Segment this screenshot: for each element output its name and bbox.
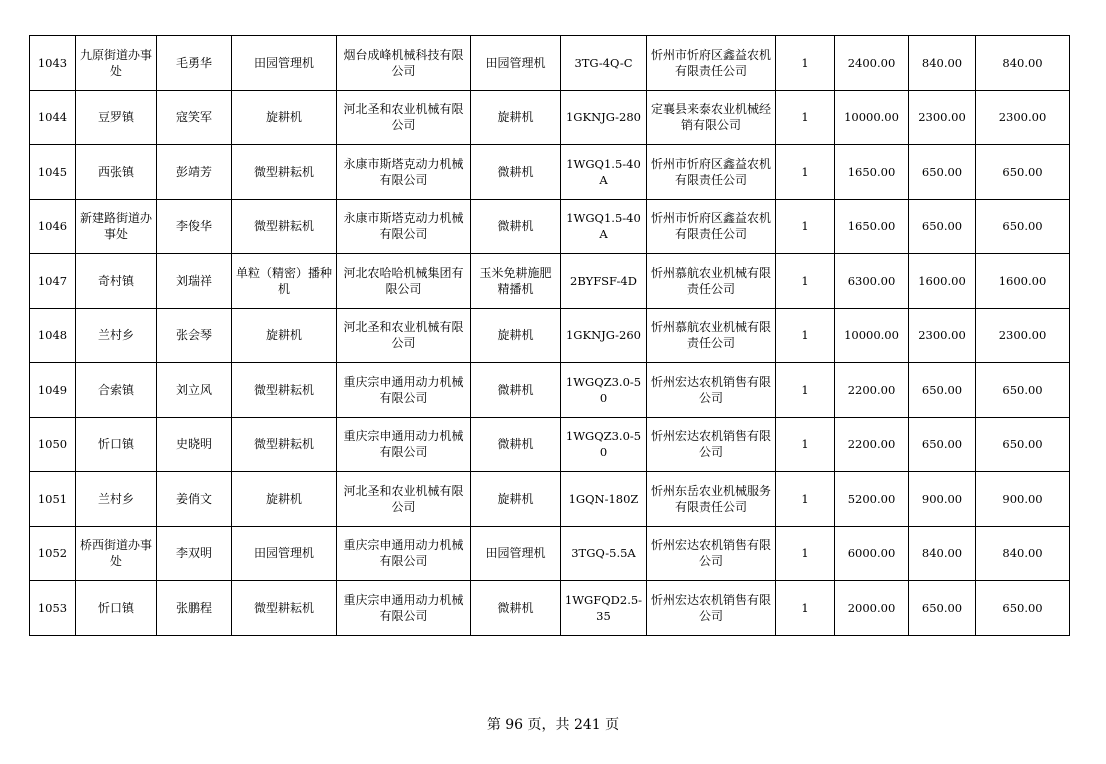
buyer-name-cell: 史晓明 [157,417,232,472]
quantity-cell: 1 [776,36,835,91]
table-row [30,308,1070,363]
manufacturer-cell: 河北圣和农业机械有限公司 [337,308,471,363]
town-cell: 忻口镇 [76,581,157,636]
total-subsidy-cell: 900.00 [976,472,1070,527]
table-body [30,36,1070,636]
table-row [30,417,1070,472]
total-subsidy-cell: 1600.00 [976,254,1070,309]
town-cell: 兰村乡 [76,472,157,527]
buyer-name-cell: 毛勇华 [157,36,232,91]
product-name-cell: 微耕机 [471,145,561,200]
record-id-cell: 1049 [30,363,76,418]
model-cell: 1GQN-180Z [561,472,647,527]
manufacturer-cell: 永康市斯塔克动力机械有限公司 [337,199,471,254]
page-footer: 第 96 页，共 241 页 [486,717,620,733]
table-row [30,36,1070,91]
model-cell: 3TG-4Q-C [561,36,647,91]
total-subsidy-cell: 650.00 [976,363,1070,418]
buyer-name-cell: 张鹏程 [157,581,232,636]
record-id-cell: 1051 [30,472,76,527]
table-row [30,90,1070,145]
machine-category-cell: 旋耕机 [232,90,337,145]
product-name-cell: 旋耕机 [471,308,561,363]
machine-category-cell: 单粒（精密）播种机 [232,254,337,309]
quantity-cell: 1 [776,526,835,581]
product-name-cell: 微耕机 [471,363,561,418]
product-name-cell: 微耕机 [471,199,561,254]
subsidy-cell: 650.00 [909,581,976,636]
quantity-cell: 1 [776,417,835,472]
quantity-cell: 1 [776,308,835,363]
machine-category-cell: 微型耕耘机 [232,417,337,472]
subsidy-cell: 650.00 [909,199,976,254]
town-cell: 西张镇 [76,145,157,200]
machine-category-cell: 田园管理机 [232,36,337,91]
model-cell: 1WGQ1.5-40A [561,199,647,254]
price-cell: 6000.00 [835,526,909,581]
buyer-name-cell: 刘瑞祥 [157,254,232,309]
machine-category-cell: 田园管理机 [232,526,337,581]
price-cell: 2400.00 [835,36,909,91]
buyer-name-cell: 李双明 [157,526,232,581]
price-cell: 1650.00 [835,145,909,200]
buyer-name-cell: 张会琴 [157,308,232,363]
price-cell: 10000.00 [835,90,909,145]
record-id-cell: 1043 [30,36,76,91]
machine-category-cell: 微型耕耘机 [232,145,337,200]
record-id-cell: 1050 [30,417,76,472]
model-cell: 2BYFSF-4D [561,254,647,309]
dealer-cell: 忻州宏达农机销售有限公司 [647,526,776,581]
machine-category-cell: 微型耕耘机 [232,199,337,254]
model-cell: 1GKNJG-280 [561,90,647,145]
product-name-cell: 田园管理机 [471,36,561,91]
machine-category-cell: 旋耕机 [232,472,337,527]
buyer-name-cell: 刘立风 [157,363,232,418]
machine-category-cell: 微型耕耘机 [232,581,337,636]
dealer-cell: 忻州市忻府区鑫益农机有限责任公司 [647,199,776,254]
dealer-cell: 忻州市忻府区鑫益农机有限责任公司 [647,145,776,200]
dealer-cell: 忻州慕航农业机械有限责任公司 [647,308,776,363]
table-row [30,363,1070,418]
table-row [30,472,1070,527]
buyer-name-cell: 寇笑军 [157,90,232,145]
model-cell: 3TGQ-5.5A [561,526,647,581]
subsidy-cell: 2300.00 [909,308,976,363]
manufacturer-cell: 重庆宗申通用动力机械有限公司 [337,417,471,472]
model-cell: 1WGQZ3.0-50 [561,417,647,472]
table-row [30,526,1070,581]
price-cell: 5200.00 [835,472,909,527]
price-cell: 2200.00 [835,363,909,418]
total-subsidy-cell: 2300.00 [976,90,1070,145]
model-cell: 1GKNJG-260 [561,308,647,363]
manufacturer-cell: 永康市斯塔克动力机械有限公司 [337,145,471,200]
manufacturer-cell: 河北农哈哈机械集团有限公司 [337,254,471,309]
table-row [30,254,1070,309]
manufacturer-cell: 重庆宗申通用动力机械有限公司 [337,526,471,581]
buyer-name-cell: 姜俏文 [157,472,232,527]
table-row [30,199,1070,254]
price-cell: 6300.00 [835,254,909,309]
price-cell: 2000.00 [835,581,909,636]
price-cell: 2200.00 [835,417,909,472]
quantity-cell: 1 [776,90,835,145]
buyer-name-cell: 李俊华 [157,199,232,254]
total-subsidy-cell: 650.00 [976,145,1070,200]
model-cell: 1WGQZ3.0-50 [561,363,647,418]
subsidy-cell: 1600.00 [909,254,976,309]
dealer-cell: 忻州东岳农业机械服务有限责任公司 [647,472,776,527]
quantity-cell: 1 [776,199,835,254]
buyer-name-cell: 彭靖芳 [157,145,232,200]
product-name-cell: 玉米免耕施肥精播机 [471,254,561,309]
subsidy-cell: 650.00 [909,363,976,418]
product-name-cell: 田园管理机 [471,526,561,581]
dealer-cell: 忻州宏达农机销售有限公司 [647,581,776,636]
town-cell: 奇村镇 [76,254,157,309]
record-id-cell: 1053 [30,581,76,636]
town-cell: 兰村乡 [76,308,157,363]
subsidy-table [29,35,1070,636]
dealer-cell: 定襄县来泰农业机械经销有限公司 [647,90,776,145]
dealer-cell: 忻州宏达农机销售有限公司 [647,363,776,418]
record-id-cell: 1052 [30,526,76,581]
quantity-cell: 1 [776,145,835,200]
product-name-cell: 旋耕机 [471,90,561,145]
product-name-cell: 旋耕机 [471,472,561,527]
quantity-cell: 1 [776,254,835,309]
price-cell: 10000.00 [835,308,909,363]
town-cell: 合索镇 [76,363,157,418]
quantity-cell: 1 [776,581,835,636]
manufacturer-cell: 烟台成峰机械科技有限公司 [337,36,471,91]
record-id-cell: 1044 [30,90,76,145]
dealer-cell: 忻州市忻府区鑫益农机有限责任公司 [647,36,776,91]
town-cell: 九原街道办事处 [76,36,157,91]
machine-category-cell: 微型耕耘机 [232,363,337,418]
record-id-cell: 1048 [30,308,76,363]
total-subsidy-cell: 650.00 [976,417,1070,472]
town-cell: 新建路街道办事处 [76,199,157,254]
subsidy-cell: 650.00 [909,145,976,200]
table-row [30,145,1070,200]
manufacturer-cell: 重庆宗申通用动力机械有限公司 [337,363,471,418]
manufacturer-cell: 河北圣和农业机械有限公司 [337,90,471,145]
record-id-cell: 1047 [30,254,76,309]
town-cell: 豆罗镇 [76,90,157,145]
record-id-cell: 1046 [30,199,76,254]
subsidy-cell: 900.00 [909,472,976,527]
manufacturer-cell: 河北圣和农业机械有限公司 [337,472,471,527]
town-cell: 桥西街道办事处 [76,526,157,581]
model-cell: 1WGFQD2.5-35 [561,581,647,636]
quantity-cell: 1 [776,472,835,527]
subsidy-cell: 650.00 [909,417,976,472]
town-cell: 忻口镇 [76,417,157,472]
subsidy-cell: 2300.00 [909,90,976,145]
manufacturer-cell: 重庆宗申通用动力机械有限公司 [337,581,471,636]
total-subsidy-cell: 2300.00 [976,308,1070,363]
dealer-cell: 忻州宏达农机销售有限公司 [647,417,776,472]
total-subsidy-cell: 650.00 [976,199,1070,254]
record-id-cell: 1045 [30,145,76,200]
quantity-cell: 1 [776,363,835,418]
product-name-cell: 微耕机 [471,581,561,636]
model-cell: 1WGQ1.5-40A [561,145,647,200]
machine-category-cell: 旋耕机 [232,308,337,363]
table-row [30,581,1070,636]
total-subsidy-cell: 840.00 [976,526,1070,581]
price-cell: 1650.00 [835,199,909,254]
dealer-cell: 忻州慕航农业机械有限责任公司 [647,254,776,309]
product-name-cell: 微耕机 [471,417,561,472]
total-subsidy-cell: 840.00 [976,36,1070,91]
subsidy-cell: 840.00 [909,36,976,91]
total-subsidy-cell: 650.00 [976,581,1070,636]
subsidy-cell: 840.00 [909,526,976,581]
